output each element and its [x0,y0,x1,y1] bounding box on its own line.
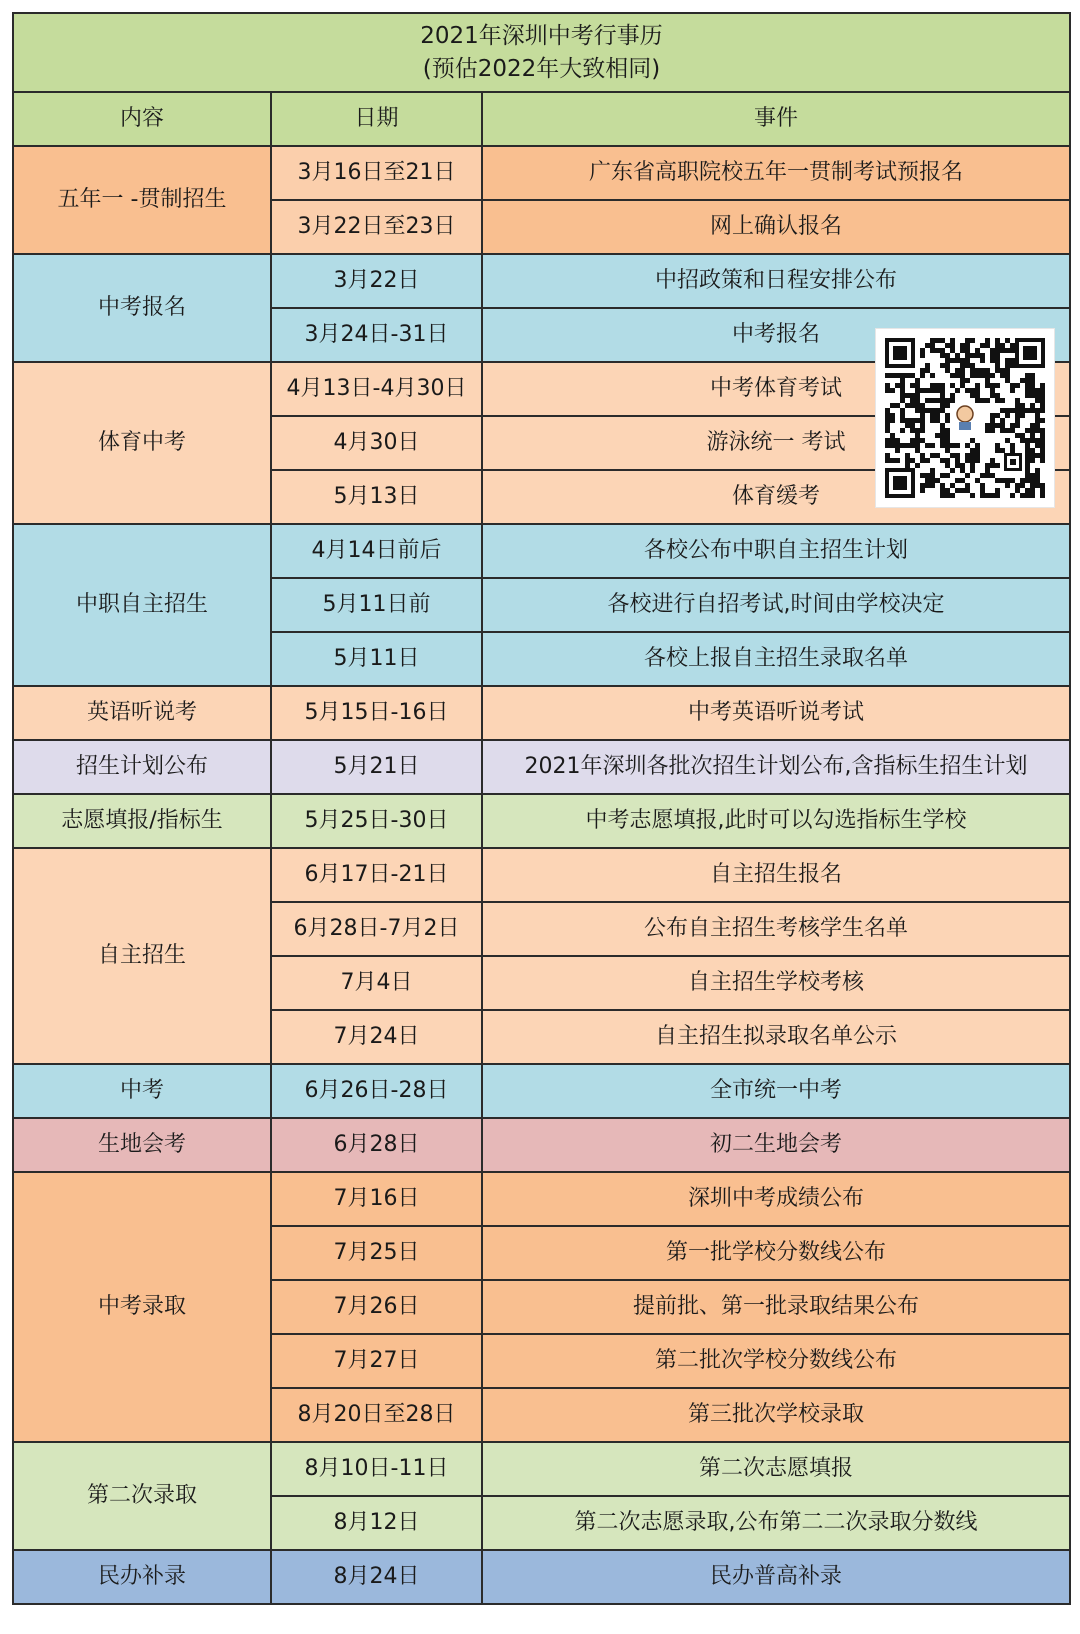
date-cell: 7月24日 [271,1010,482,1064]
category-cell: 中考报名 [13,254,271,362]
date-cell: 5月15日-16日 [271,686,482,740]
date-cell: 5月21日 [271,740,482,794]
date-cell: 4月14日前后 [271,524,482,578]
table-row [13,686,1070,740]
finder-pattern-top-left [885,338,915,368]
table-row [13,794,1070,848]
date-cell: 8月12日 [271,1496,482,1550]
finder-pattern-top-right [1015,338,1045,368]
event-cell: 第二次志愿填报 [482,1442,1070,1496]
date-cell: 3月16日至21日 [271,146,482,200]
date-cell: 7月16日 [271,1172,482,1226]
date-cell: 8月10日-11日 [271,1442,482,1496]
event-cell: 游泳统一 考试 [482,416,1070,470]
header-event: 事件 [482,92,1070,146]
event-cell: 中招政策和日程安排公布 [482,254,1070,308]
category-cell: 中考录取 [13,1172,271,1442]
event-cell: 第一批学校分数线公布 [482,1226,1070,1280]
category-cell: 五年一 -贯制招生 [13,146,271,254]
event-cell: 自主招生学校考核 [482,956,1070,1010]
date-cell: 6月28日-7月2日 [271,902,482,956]
date-cell: 7月26日 [271,1280,482,1334]
event-cell: 体育缓考 [482,470,1070,524]
date-cell: 3月24日-31日 [271,308,482,362]
category-cell: 体育中考 [13,362,271,524]
event-cell: 全市统一中考 [482,1064,1070,1118]
table-row [13,1118,1070,1172]
table-title [13,13,1070,92]
category-cell: 英语听说考 [13,686,271,740]
table-row [13,1172,1070,1226]
event-cell: 民办普高补录 [482,1550,1070,1604]
date-cell: 4月30日 [271,416,482,470]
date-cell: 3月22日 [271,254,482,308]
table-row [13,1550,1070,1604]
date-cell: 4月13日-4月30日 [271,362,482,416]
table-row [13,146,1070,200]
date-cell: 7月25日 [271,1226,482,1280]
date-cell: 5月13日 [271,470,482,524]
date-cell: 6月26日-28日 [271,1064,482,1118]
calendar-table [12,12,1071,1605]
event-cell: 各校进行自招考试,时间由学校决定 [482,578,1070,632]
event-cell: 中考英语听说考试 [482,686,1070,740]
category-cell: 生地会考 [13,1118,271,1172]
category-cell: 中考 [13,1064,271,1118]
table-row [13,1442,1070,1496]
event-cell: 深圳中考成绩公布 [482,1172,1070,1226]
category-cell: 民办补录 [13,1550,271,1604]
date-cell: 6月28日 [271,1118,482,1172]
date-cell: 6月17日-21日 [271,848,482,902]
title-line-1: 2021年深圳中考行事历 [420,23,663,50]
date-cell: 5月25日-30日 [271,794,482,848]
event-cell: 初二生地会考 [482,1118,1070,1172]
table-row [13,524,1070,578]
event-cell: 自主招生拟录取名单公示 [482,1010,1070,1064]
event-cell: 中考报名 [482,308,1070,362]
header-content: 内容 [13,92,271,146]
event-cell: 各校上报自主招生录取名单 [482,632,1070,686]
event-cell: 中考体育考试 [482,362,1070,416]
event-cell: 第三批次学校录取 [482,1388,1070,1442]
category-cell: 第二次录取 [13,1442,271,1550]
alignment-pattern [1004,453,1022,471]
table-row [13,254,1070,308]
event-cell: 2021年深圳各批次招生计划公布,含指标生招生计划 [482,740,1070,794]
qr-code-image [875,328,1055,508]
event-cell: 提前批、第一批录取结果公布 [482,1280,1070,1334]
finder-pattern-bottom-left [885,468,915,498]
event-cell: 各校公布中职自主招生计划 [482,524,1070,578]
category-cell: 招生计划公布 [13,740,271,794]
header-date: 日期 [271,92,482,146]
date-cell: 7月4日 [271,956,482,1010]
date-cell: 8月20日至28日 [271,1388,482,1442]
category-cell: 中职自主招生 [13,524,271,686]
date-cell: 5月11日前 [271,578,482,632]
event-cell: 自主招生报名 [482,848,1070,902]
event-cell: 广东省高职院校五年一贯制考试预报名 [482,146,1070,200]
date-cell: 3月22日至23日 [271,200,482,254]
title-row [13,13,1070,92]
category-cell: 志愿填报/指标生 [13,794,271,848]
table-row [13,740,1070,794]
date-cell: 8月24日 [271,1550,482,1604]
table-row [13,848,1070,902]
event-cell: 第二批次学校分数线公布 [482,1334,1070,1388]
header-row [13,92,1070,146]
event-cell: 网上确认报名 [482,200,1070,254]
event-cell: 第二次志愿录取,公布第二二次录取分数线 [482,1496,1070,1550]
center-avatar-icon [950,403,980,433]
date-cell: 7月27日 [271,1334,482,1388]
title-line-2: (预估2022年大致相同) [422,55,661,82]
date-cell: 5月11日 [271,632,482,686]
event-cell: 公布自主招生考核学生名单 [482,902,1070,956]
table-row [13,1064,1070,1118]
event-cell: 中考志愿填报,此时可以勾选指标生学校 [482,794,1070,848]
category-cell: 自主招生 [13,848,271,1064]
